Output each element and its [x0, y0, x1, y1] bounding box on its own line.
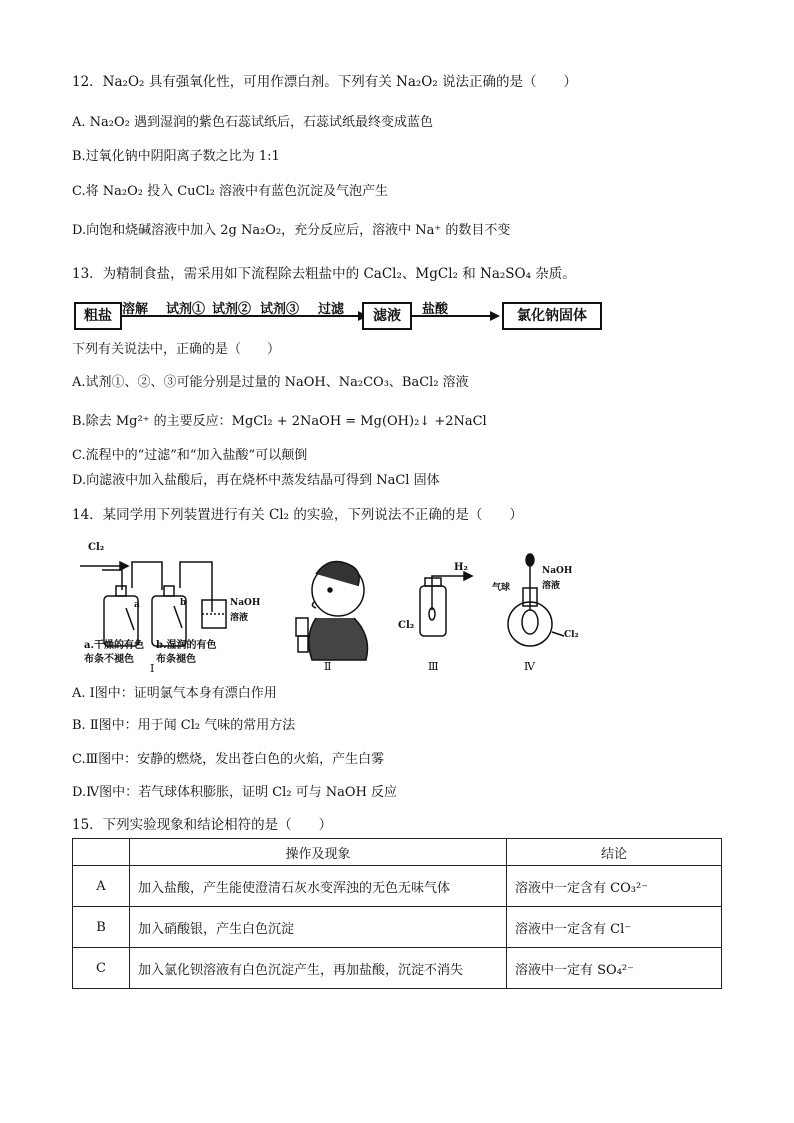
row-operation: 加入氯化钡溶液有白色沉淀产生，再加盐酸，沉淀不消失 [130, 948, 507, 989]
q13-stem: 13．为精制食盐，需采用如下流程除去粗盐中的 CaCl₂、MgCl₂ 和 Na₂SO₄ 杂质。 [72, 266, 576, 282]
fig3-number: Ⅲ [428, 660, 439, 673]
flow-step-hcl: 盐酸 [422, 302, 449, 317]
flow-step-dissolve: 溶解 [122, 302, 149, 317]
q13-prompt: 下列有关说法中，正确的是（ ） [72, 342, 281, 357]
flow-step-reagent1: 试剂① [166, 302, 206, 317]
row-option: C [73, 948, 130, 989]
q14-stem: 14．某同学用下列装置进行有关 Cl₂ 的实验，下列说法不正确的是（ ） [72, 507, 523, 523]
q12-option-b: B.过氧化钠中阴阳离子数之比为 1:1 [72, 149, 280, 164]
flow-box-nacl-solid: 氯化钠固体 [502, 302, 602, 330]
q13-flowchart [72, 300, 602, 332]
fig1-b-label: b [180, 598, 187, 608]
flow-box-crude-salt: 粗盐 [74, 302, 122, 330]
q14-option-c: C.Ⅲ图中：安静的燃烧，发出苍白色的火焰，产生白雾 [72, 752, 385, 767]
q14-apparatus-figures [80, 540, 600, 680]
q13-option-a: A.试剂①、②、③可能分别是过量的 NaOH、Na₂CO₃、BaCl₂ 溶液 [72, 375, 469, 390]
header-option [73, 839, 130, 866]
fig1-gas-bottles [80, 562, 226, 646]
q12-stem: 12．Na₂O₂ 具有强氧化性，可用作漂白剂。下列有关 Na₂O₂ 说法正确的是（ ） [72, 74, 578, 90]
fig1-solution-label: 溶液 [230, 613, 249, 623]
q13-option-c: C.流程中的“过滤”和“加入盐酸”可以颠倒 [72, 448, 308, 463]
row-operation: 加入盐酸，产生能使澄清石灰水变浑浊的无色无味气体 [130, 866, 507, 907]
q12-option-d: D.向饱和烧碱溶液中加入 2g Na₂O₂，充分反应后，溶液中 Na⁺ 的数目不变 [72, 223, 511, 238]
fig4-solution-label: 溶液 [542, 581, 561, 591]
row-conclusion: 溶液中一定含有 Cl⁻ [507, 907, 722, 948]
q14-option-a: A. Ⅰ图中：证明氯气本身有漂白作用 [72, 686, 277, 701]
q12-option-a: A. Na₂O₂ 遇到湿润的紫色石蕊试纸后，石蕊试纸最终变成蓝色 [72, 115, 433, 130]
fig1-caption-a-line1: a.干燥的有色 [84, 640, 144, 651]
table-header-row [73, 839, 722, 866]
fig1-cl2-label: Cl₂ [88, 542, 105, 553]
flow-step-reagent2: 试剂② [212, 302, 252, 317]
table-row [73, 866, 722, 907]
q15-table [72, 838, 722, 989]
q14-option-b: B. Ⅱ图中：用于闻 Cl₂ 气味的常用方法 [72, 718, 296, 733]
q13-option-d: D.向滤液中加入盐酸后，再在烧杯中蒸发结晶可得到 NaCl 固体 [72, 473, 440, 488]
fig1-a-label: a [134, 600, 140, 610]
fig3-cl2-label: Cl₂ [398, 620, 415, 631]
q12-option-c: C.将 Na₂O₂ 投入 CuCl₂ 溶液中有蓝色沉淀及气泡产生 [72, 184, 388, 199]
flow-step-reagent3: 试剂③ [260, 302, 300, 317]
row-conclusion: 溶液中一定有 SO₄²⁻ [507, 948, 722, 989]
q14-option-d: D.Ⅳ图中：若气球体积膨胀，证明 Cl₂ 可与 NaOH 反应 [72, 785, 398, 800]
flow-box-filtrate: 滤液 [362, 302, 412, 330]
row-operation: 加入硝酸银，产生白色沉淀 [130, 907, 507, 948]
fig1-caption-b-line2: 布条褪色 [156, 654, 196, 665]
fig1-caption-a-line2: 布条不褪色 [84, 654, 134, 665]
fig2-number: Ⅱ [324, 660, 332, 673]
fig1-naoh-label: NaOH [230, 598, 261, 608]
fig3-h2-burning [420, 572, 472, 636]
fig4-balloon-label: 气球 [492, 583, 511, 593]
fig2-person [296, 562, 368, 661]
fig4-cl2-label: Cl₂ [564, 630, 579, 640]
fig3-h2-label: H₂ [454, 562, 468, 573]
fig4-number: Ⅳ [524, 660, 535, 673]
q13-option-b: B.除去 Mg²⁺ 的主要反应：MgCl₂ + 2NaOH = Mg(OH)₂↓ +2NaCl [72, 414, 487, 429]
header-conclusion: 结论 [507, 839, 722, 866]
row-conclusion: 溶液中一定含有 CO₃²⁻ [507, 866, 722, 907]
fig1-caption-b-line1: b.湿润的有色 [156, 640, 217, 651]
header-operation: 操作及现象 [130, 839, 507, 866]
fig4-naoh-label: NaOH [542, 566, 573, 576]
flow-step-filter: 过滤 [318, 302, 345, 317]
row-option: A [73, 866, 130, 907]
table-row [73, 907, 722, 948]
q15-stem: 15．下列实验现象和结论相符的是（ ） [72, 817, 333, 833]
table-row [73, 948, 722, 989]
fig1-number: Ⅰ [150, 662, 155, 675]
row-option: B [73, 907, 130, 948]
